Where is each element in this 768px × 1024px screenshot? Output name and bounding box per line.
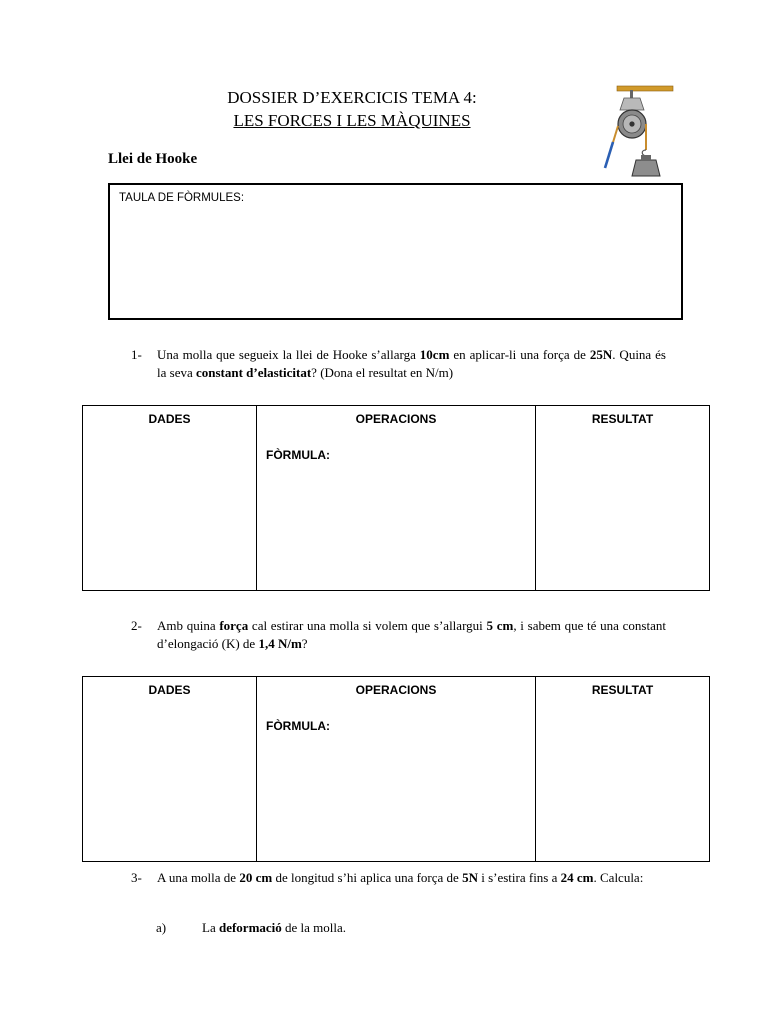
data-cell xyxy=(83,406,257,591)
subquestion-text: La deformació de la molla. xyxy=(202,920,347,935)
document-subtitle: LES FORCES I LES MÀQUINES xyxy=(233,111,471,130)
question-2 xyxy=(131,617,666,653)
section-heading: Llei de Hooke xyxy=(108,151,198,167)
subquestion-label: a) xyxy=(156,920,167,935)
operations-cell xyxy=(257,677,536,862)
question-number: 1- xyxy=(131,347,142,362)
question-number: 2- xyxy=(131,618,142,633)
result-cell xyxy=(536,406,710,591)
question-text: Una molla que segueix la llei de Hooke s’allarga 10cm en aplicar-li una força de 25N. Quina és la seva constant d’elasticitat? (Dona el resultat en N/m) xyxy=(157,347,666,380)
subquestion-a xyxy=(156,920,346,936)
formula-table-label: TAULA DE FÒRMULES: xyxy=(119,192,245,204)
question-number: 3- xyxy=(131,870,142,885)
formula-table-box xyxy=(108,183,683,320)
question-text: A una molla de 20 cm de longitud s’hi aplica una força de 5N i s’estira fins a 24 cm. Calcula: xyxy=(157,870,644,885)
pulley-weight-icon xyxy=(600,84,680,180)
formula-label: FÒRMULA: xyxy=(266,448,330,462)
question-1 xyxy=(131,346,666,382)
data-cell xyxy=(83,677,257,862)
column-header-dades: DADES xyxy=(148,412,191,426)
exercise-table-1 xyxy=(82,405,710,591)
exercise-table-2 xyxy=(82,676,710,862)
column-header-dades: DADES xyxy=(148,683,191,697)
column-header-operacions: OPERACIONS xyxy=(355,683,437,697)
column-header-resultat: RESULTAT xyxy=(591,683,654,697)
column-header-resultat: RESULTAT xyxy=(591,412,654,426)
column-header-operacions: OPERACIONS xyxy=(355,412,437,426)
question-3 xyxy=(131,869,666,887)
document-title: DOSSIER D’EXERCICIS TEMA 4: xyxy=(227,88,477,107)
question-text: Amb quina força cal estirar una molla si volem que s’allargui 5 cm, i sabem que té una constant d’elongació (K) de 1,4 N/m? xyxy=(157,618,666,651)
operations-cell xyxy=(257,406,536,591)
formula-label: FÒRMULA: xyxy=(266,719,330,733)
result-cell xyxy=(536,677,710,862)
